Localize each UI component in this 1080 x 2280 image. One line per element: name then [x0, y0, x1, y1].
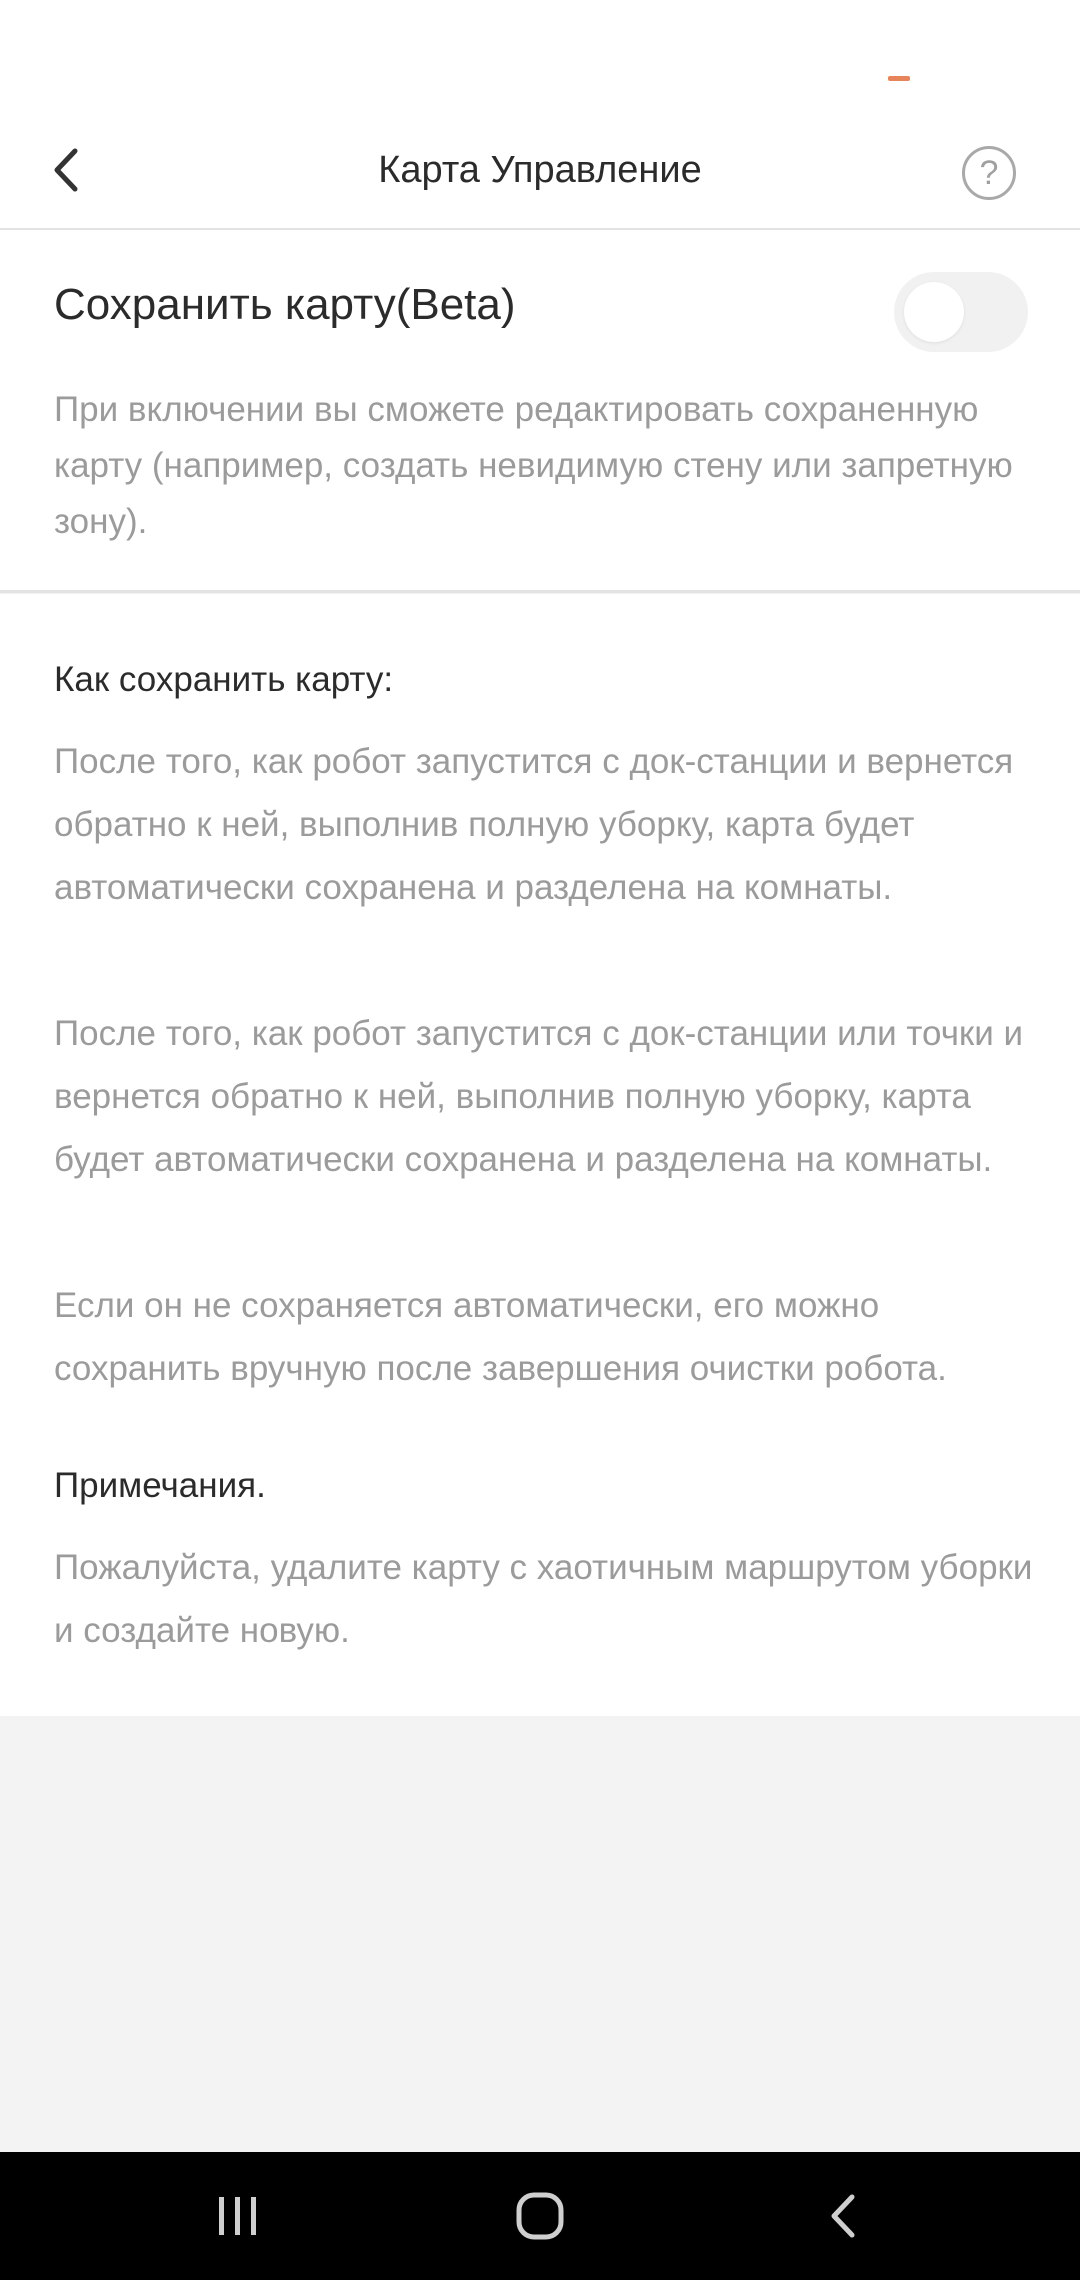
info-card	[0, 594, 1080, 1716]
notes-text: Пожалуйста, удалите карту с хаотичным маршрутом уборки и создайте новую.	[54, 1548, 1033, 1650]
home-icon	[514, 2190, 566, 2242]
question-circle-icon: ?	[979, 153, 999, 192]
nav-back-button[interactable]	[762, 2152, 922, 2280]
status-indicator-icon	[888, 76, 910, 81]
save-map-description: При включении вы сможете редактировать сохраненную карту (например, создать невидимую стену или запретную зону).	[54, 390, 1013, 541]
nav-back-icon	[824, 2191, 860, 2241]
save-map-card	[0, 230, 1080, 593]
app-header	[0, 140, 1080, 230]
how-to-save-paragraph-3: Если он не сохраняется автоматически, его можно сохранить вручную после завершения очистки робота.	[54, 1286, 947, 1388]
status-bar	[0, 0, 1080, 140]
system-nav-bar	[0, 2152, 1080, 2280]
back-button[interactable]	[30, 140, 100, 200]
how-to-save-heading: Как сохранить карту:	[54, 660, 394, 699]
toggle-knob	[904, 282, 964, 342]
how-to-save-paragraph-2: После того, как робот запустится с док-станции или точки и вернется обратно к ней, выполнив полную уборку, карта будет автоматически сохранена и разделена на комнаты.	[54, 1014, 1024, 1179]
save-map-toggle[interactable]	[894, 272, 1028, 352]
home-button[interactable]	[460, 2152, 620, 2280]
chevron-left-icon	[45, 145, 85, 195]
page-title: Карта Управление	[378, 149, 702, 191]
notes-heading: Примечания.	[54, 1466, 266, 1505]
help-button[interactable]	[962, 146, 1016, 200]
save-map-label: Сохранить карту(Beta)	[54, 280, 516, 329]
recent-apps-button[interactable]	[158, 2152, 318, 2280]
recent-apps-icon	[213, 2193, 263, 2239]
how-to-save-paragraph-1: После того, как робот запустится с док-станции и вернется обратно к ней, выполнив полную уборку, карта будет автоматически сохранена и разделена на комнаты.	[54, 742, 1014, 907]
